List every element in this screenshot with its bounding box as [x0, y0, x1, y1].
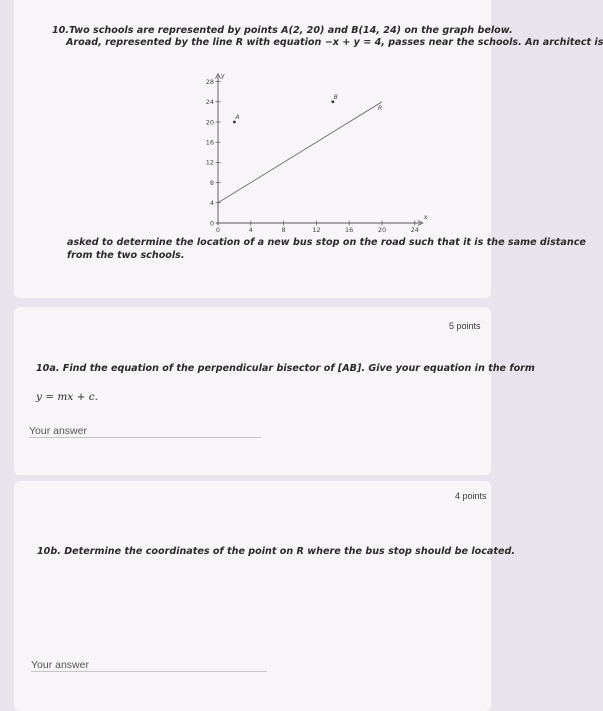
line-r-label: R [378, 104, 383, 112]
x-tick-label: 4 [248, 226, 253, 234]
y-axis-label: y [221, 72, 225, 80]
y-tick-label: 8 [209, 178, 214, 187]
x-axis-label: x [423, 214, 428, 221]
question-10a-prompt: 10a. Find the equation of the perpendicular bisector of [AB]. Give your equation in the form [36, 363, 535, 374]
y-tick-label: 12 [205, 158, 214, 167]
question-10b-card [14, 481, 491, 711]
x-tick-label: 8 [281, 226, 286, 234]
question-10a-form: y = mx + c. [36, 391, 98, 403]
line-r [218, 102, 382, 203]
question-10-line-4: from the two schools. [67, 250, 185, 261]
question-10b-answer-input[interactable]: Your answer [31, 659, 89, 671]
y-tick-label: 16 [205, 138, 214, 147]
x-tick-label: 16 [345, 226, 354, 234]
x-tick-label: 12 [312, 226, 321, 234]
question-10a-answer-underline [29, 437, 261, 438]
question-10b-answer-underline [31, 671, 267, 672]
y-tick-label: 0 [209, 219, 214, 228]
x-tick-label: 20 [377, 226, 387, 234]
question-10b-points: 4 points [455, 491, 487, 501]
y-tick-label: 24 [205, 98, 214, 107]
coordinate-graph [188, 55, 468, 237]
question-10b-prompt: 10b. Determine the coordinates of the point on R where the bus stop should be located. [37, 546, 515, 557]
point-b [331, 100, 334, 103]
question-10a-answer-input[interactable]: Your answer [29, 425, 87, 437]
y-tick-label: 28 [205, 77, 214, 86]
graph-layer [206, 73, 428, 234]
x-tick-label: 24 [410, 226, 419, 234]
y-tick-label: 4 [209, 199, 214, 208]
question-10-line-2: Aroad, represented by the line R with equation −x + y = 4, passes near the schools. An architect is [66, 37, 603, 48]
point-a-label: A [235, 114, 240, 121]
question-10-line-3: asked to determine the location of a new bus stop on the road such that it is the same distance [67, 237, 586, 248]
question-10a-points: 5 points [449, 321, 481, 331]
y-tick-label: 20 [205, 118, 214, 127]
question-10-line-1: 10.Two schools are represented by points A(2, 20) and B(14, 24) on the graph below. [52, 25, 513, 36]
point-b-label: B [333, 93, 338, 101]
point-a [233, 121, 236, 124]
x-tick-label: 0 [215, 226, 221, 234]
